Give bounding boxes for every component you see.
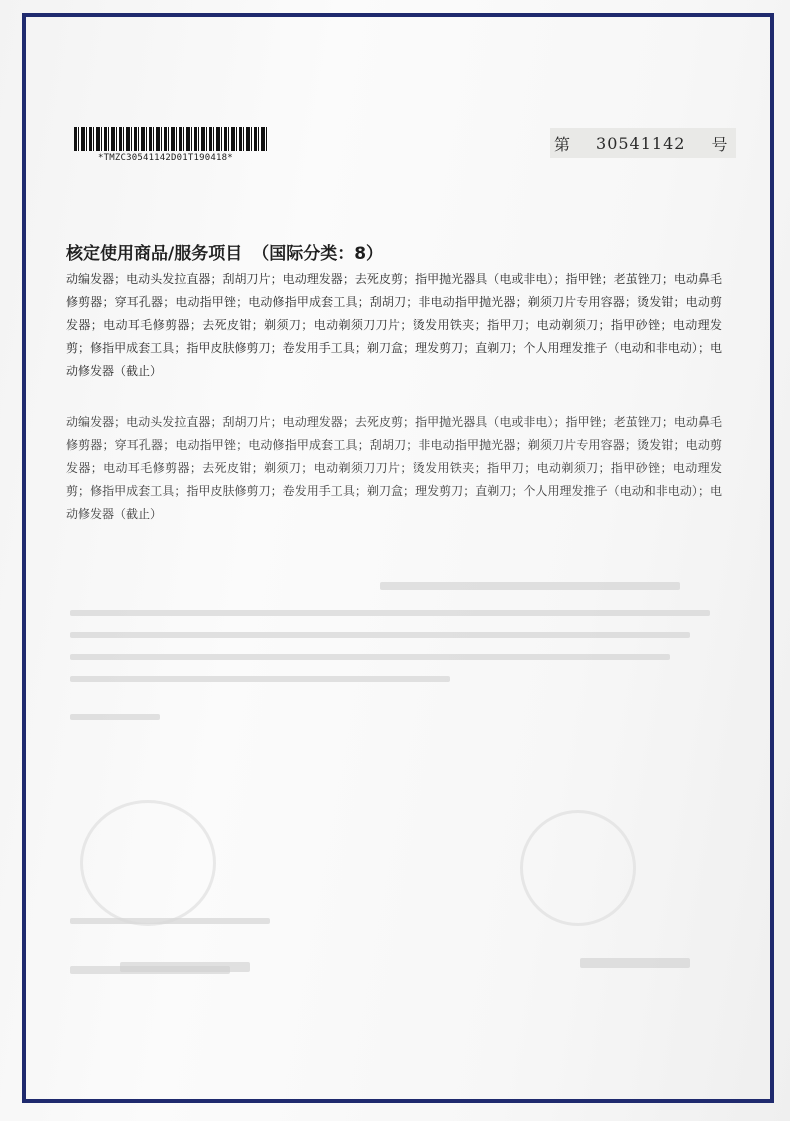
bleed-through-seal [80, 800, 216, 926]
bleed-through-line [380, 582, 680, 590]
registration-suffix: 号 [711, 134, 728, 154]
goods-list-paragraph-repeat: 动编发器；电动头发拉直器；刮胡刀片；电动理发器；去死皮剪；指甲抛光器具（电或非电）；指甲锉；老茧锉刀；电动鼻毛修剪器；穿耳孔器；电动指甲锉；电动修指甲成套工具；刮胡刀；非电动指甲抛光器；剃须刀片专用容器；烫发钳；电动剪发器；电动耳毛修剪器；去死皮钳；剃须刀；电动剃须刀刀片；烫发用铁夹；指甲刀；电动剃须刀；指甲砂锉；电动理发剪；修指甲成套工具；指甲皮肤修剪刀；卷发用手工具；剃刀盒；理发剪刀；直剃刀；个人用理发推子（电动和非电动）；电动修发器（截止） [66, 415, 722, 521]
bleed-through-line [70, 676, 450, 682]
bleed-through-line [120, 962, 250, 972]
bleed-through-line [70, 654, 670, 660]
bleed-through-line [70, 632, 690, 638]
barcode-image [74, 127, 268, 151]
registration-prefix: 第 [554, 134, 571, 154]
bleed-through-line [70, 714, 160, 720]
goods-heading-class: （国际分类：8） [252, 244, 384, 264]
goods-heading-title: 核定使用商品/服务项目 [66, 244, 243, 264]
bleed-through-line [580, 958, 690, 968]
bleed-through-seal [520, 810, 636, 926]
page-border [22, 13, 774, 1103]
registration-number-block [550, 128, 736, 158]
barcode-caption: *TMZC30541142D01T190418* [98, 153, 233, 163]
goods-heading [66, 239, 383, 264]
registration-number: 30541142 [596, 133, 686, 153]
bleed-through-line [70, 610, 710, 616]
goods-list-paragraph: 动编发器；电动头发拉直器；刮胡刀片；电动理发器；去死皮剪；指甲抛光器具（电或非电）；指甲锉；老茧锉刀；电动鼻毛修剪器；穿耳孔器；电动指甲锉；电动修指甲成套工具；刮胡刀；非电动指甲抛光器；剃须刀片专用容器；烫发钳；电动剪发器；电动耳毛修剪器；去死皮钳；剃须刀；电动剃须刀刀片；烫发用铁夹；指甲刀；电动剃须刀；指甲砂锉；电动理发剪；修指甲成套工具；指甲皮肤修剪刀；卷发用手工具；剃刀盒；理发剪刀；直剃刀；个人用理发推子（电动和非电动）；电动修发器（截止） [66, 272, 722, 378]
